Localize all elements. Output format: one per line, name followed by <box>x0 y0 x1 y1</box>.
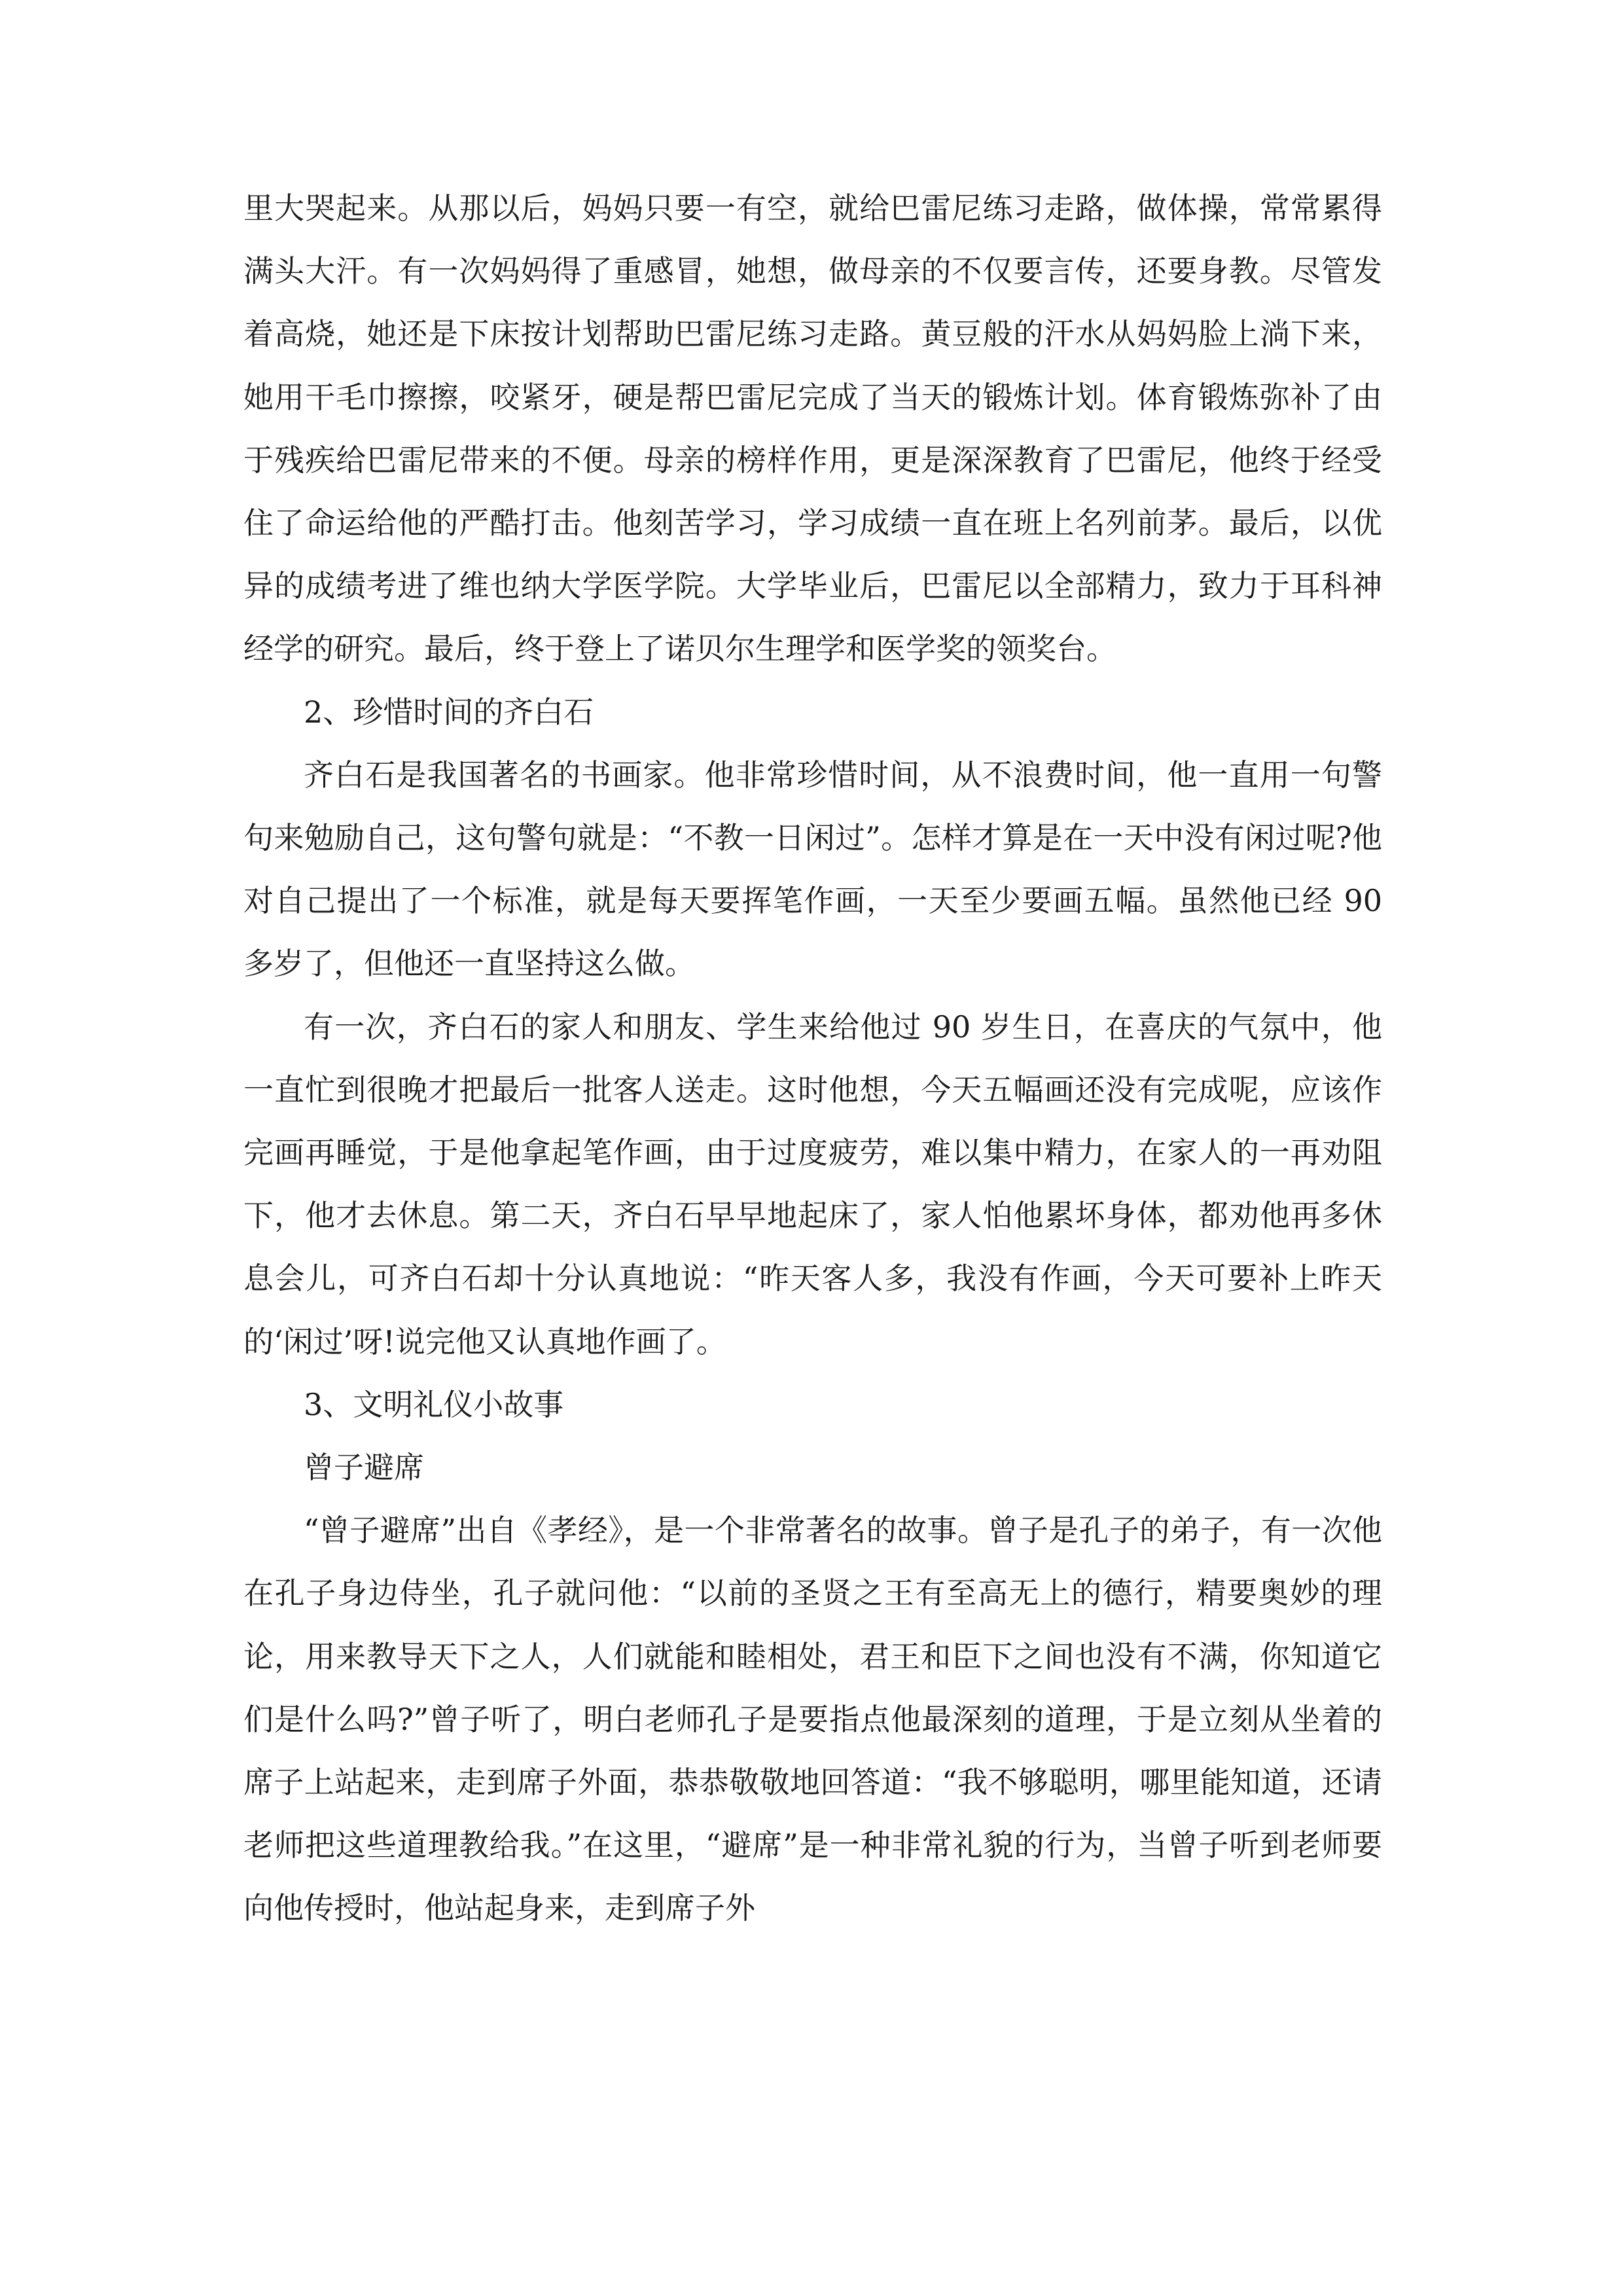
section-heading-etiquette: 3、文明礼仪小故事 <box>304 1386 564 1422</box>
paragraph-barany-continued: 里大哭起来。从那以后，妈妈只要一有空，就给巴雷尼练习走路，做体操，常常累得满头大汗。有一次妈妈得了重感冒，她想，做母亲的不仅要言传，还要身教。尽管发着高烧，她还是下床按计划帮助巴雷尼练习走路。黄豆般的汗水从妈妈脸上淌下来，她用干毛巾擦擦，咬紧牙，硬是帮巴雷尼完成了当天的锻炼计划。体育锻炼弥补了由于残疾给巴雷尼带来的不便。母亲的榜样作用，更是深深教育了巴雷尼，他终于经受住了命运给他的严酷打击。他刻苦学习，学习成绩一直在班上名列前茅。最后，以优异的成绩考进了维也纳大学医学院。大学毕业后，巴雷尼以全部精力，致力于耳科神经学的研究。最后，终于登上了诺贝尔生理学和医学奖的领奖台。 <box>243 190 1382 667</box>
section-heading-qi-baishi: 2、珍惜时间的齐白石 <box>304 694 594 730</box>
document-body <box>243 177 1382 1940</box>
paragraph-qi-baishi-intro: 齐白石是我国著名的书画家。他非常珍惜时间，从不浪费时间，他一直用一句警句来勉励自己，这句警句就是：“不教一日闲过”。怎样才算是在一天中没有闲过呢?他对自己提出了一个标准，就是每天要挥笔作画，一天至少要画五幅。虽然他已经 90 多岁了，但他还一直坚持这么做。 <box>243 757 1382 982</box>
paragraph-zengzi-story: “曾子避席”出自《孝经》，是一个非常著名的故事。曾子是孔子的弟子，有一次他在孔子身边侍坐，孔子就问他：“以前的圣贤之王有至高无上的德行，精要奥妙的理论，用来教导天下之人，人们就能和睦相处，君王和臣下之间也没有不满，你知道它们是什么吗?”曾子听了，明白老师孔子是要指点他最深刻的道理，于是立刻从坐着的席子上站起来，走到席子外面，恭恭敬敬地回答道：“我不够聪明，哪里能知道，还请老师把这些道理教给我。”在这里，“避席”是一种非常礼貌的行为，当曾子听到老师要向他传授时，他站起身来，走到席子外 <box>243 1513 1382 1926</box>
subheading-zengzi: 曾子避席 <box>304 1450 424 1486</box>
paragraph-qi-baishi-birthday: 有一次，齐白石的家人和朋友、学生来给他过 90 岁生日，在喜庆的气氛中，他一直忙到很晚才把最后一批客人送走。这时他想，今天五幅画还没有完成呢，应该作完画再睡觉，于是他拿起笔作画，由于过度疲劳，难以集中精力，在家人的一再劝阻下，他才去休息。第二天，齐白石早早地起床了，家人怕他累坏身体，都劝他再多休息会儿，可齐白石却十分认真地说：“昨天客人多，我没有作画，今天可要补上昨天的‘闲过’呀!说完他又认真地作画了。 <box>243 1009 1382 1359</box>
